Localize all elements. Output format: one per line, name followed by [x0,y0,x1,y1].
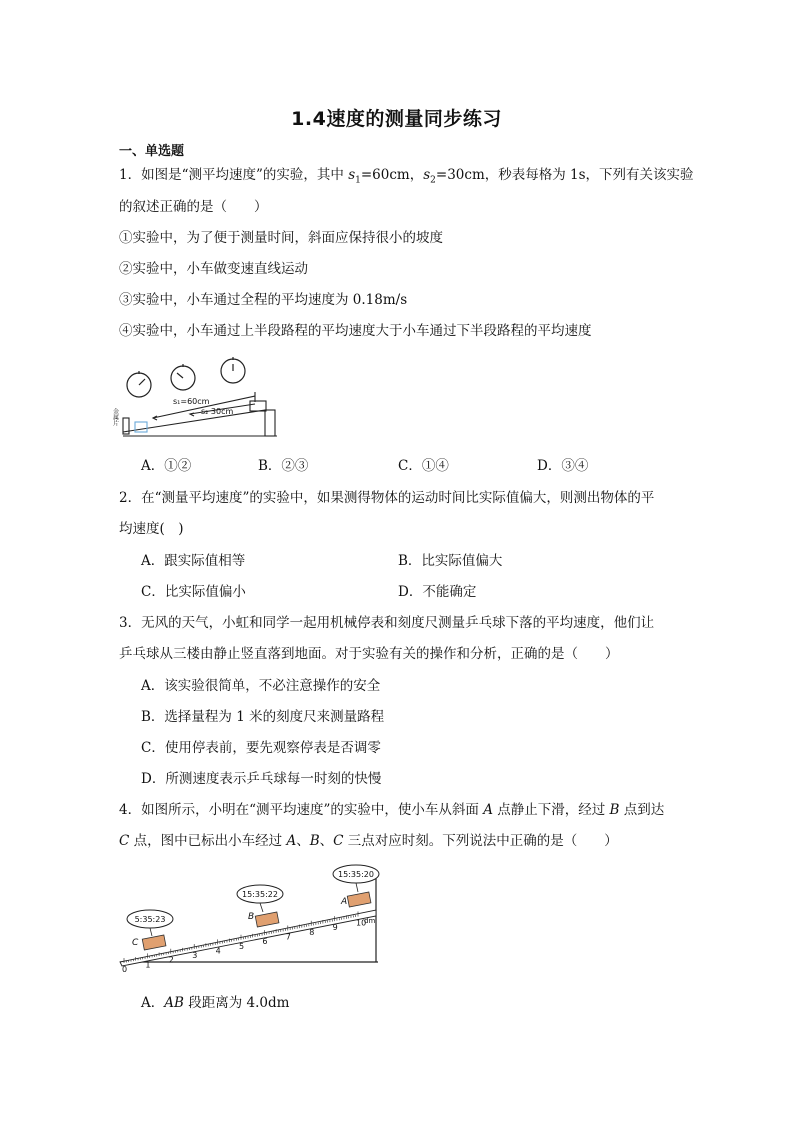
q4-line2: C 点，图中已标出小车经过 A、B、C 三点对应时刻。下列说法中正确的是（ ） [119,833,618,849]
q1-option-a[interactable]: A．①② [141,458,192,474]
time-b: 15:35:22 [242,890,278,899]
q1-statement-2: ②实验中，小车做变速直线运动 [119,261,308,277]
ruler-tick-label: 8 [309,927,315,937]
q4-line1: 4．如图所示，小明在“测平均速度”的实验中，使小车从斜面 A 点静止下滑，经过 B 点到达 [119,802,665,818]
q3-option-c[interactable]: C．使用停表前，要先观察停表是否调零 [141,740,381,756]
q2-option-a[interactable]: A．跟实际值相等 [141,553,246,569]
q2-line1: 2．在“测量平均速度”的实验中，如果测得物体的运动时间比实际值偏大，则测出物体的平 [119,490,655,506]
ruler-tick-label: 3 [192,951,198,961]
time-a: 15:35:20 [338,870,374,879]
q2-option-d[interactable]: D．不能确定 [398,584,477,600]
q3-option-b[interactable]: B．选择量程为 1 米的刻度尺来测量路程 [141,709,385,725]
ruler-tick-label: 1 [145,960,151,970]
label-b: B [248,912,255,922]
ruler-tick-label: 10 [356,918,367,928]
q4-option-a[interactable]: A．AB 段距离为 4.0dm [141,995,290,1011]
q1-line1: 1．如图是“测平均速度”的实验，其中 $s_1=60cm$，$s_2=30cm$，秒表每格为 1s，下列有关该实验 [119,167,694,186]
q1-statement-4: ④实验中，小车通过上半段路程的平均速度大于小车通过下半段路程的平均速度 [119,323,592,339]
q1-line2: 的叙述正确的是（ ） [119,199,268,215]
label-a: A [341,897,348,907]
ruler-tick-label: 5 [239,941,245,951]
ruler-tick-label: 6 [262,937,268,947]
q1-option-b[interactable]: B．②③ [258,458,309,474]
q1-option-c[interactable]: C．①④ [398,458,449,474]
q3-line2: 乒乓球从三楼由静止竖直落到地面。对于实验有关的操作和分析，正确的是（ ） [119,646,619,662]
q2-option-c[interactable]: C．比实际值偏小 [141,584,246,600]
car-b [255,912,279,927]
ruler-tick-label: 7 [285,932,291,942]
q3-option-d[interactable]: D．所测速度表示乒乓球每一时刻的快慢 [141,771,382,787]
section-heading: 一、单选题 [119,144,185,159]
ruler-unit: dm [364,917,376,925]
page-title: 1.4速度的测量同步练习 [291,108,502,130]
label-metal-stop: 金属片 [111,408,119,426]
q2-option-b[interactable]: B．比实际值偏大 [398,553,503,569]
q1-statement-1: ①实验中，为了便于测量时间，斜面应保持很小的坡度 [119,230,443,246]
label-s2: s₂ 30cm [201,407,234,416]
label-s1: s₁=60cm [173,397,210,406]
car-a [347,892,371,907]
q1-option-d[interactable]: D．③④ [537,458,589,474]
label-c: C [132,938,139,948]
time-c: 5:35:23 [134,915,166,924]
q1-statement-3: ③实验中，小车通过全程的平均速度为 0.18m/s [119,292,408,308]
ruler-tick-label: 9 [332,923,338,933]
ruler-tick-label: 4 [215,946,221,956]
q3-option-a[interactable]: A．该实验很简单，不必注意操作的安全 [141,678,381,694]
ruler-tick-label: 2 [168,955,174,965]
ruler-tick-label: 0 [122,965,128,974]
q1-figure [111,358,285,442]
q3-line1: 3．无风的天气，小虹和同学一起用机械停表和刻度尺测量乒乓球下落的平均速度，他们让 [119,615,655,631]
q2-line2: 均速度( ) [119,521,184,537]
q4-figure [118,864,380,974]
car-c [142,935,166,950]
